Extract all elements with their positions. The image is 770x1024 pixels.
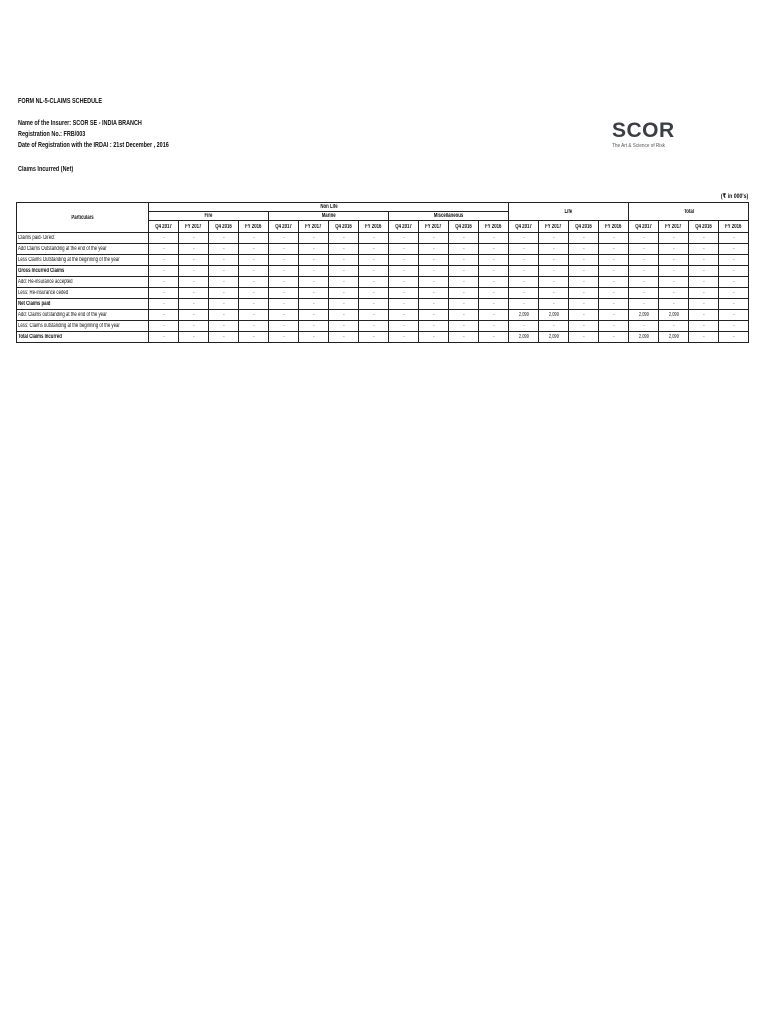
table-cell: -	[599, 299, 629, 310]
table-cell: -	[629, 321, 659, 332]
period-header-marine-3: FY 2016	[359, 221, 389, 233]
table-cell: -	[449, 255, 479, 266]
table-cell: -	[419, 277, 449, 288]
table-cell: -	[449, 233, 479, 244]
table-cell: -	[239, 299, 269, 310]
period-header-total-1: FY 2017	[659, 221, 689, 233]
table-cell: -	[299, 266, 329, 277]
table-cell: -	[149, 299, 179, 310]
table-cell: 2,099	[509, 310, 539, 321]
table-row	[17, 299, 749, 310]
group-header-fire: Fire	[149, 212, 269, 221]
table-cell: -	[149, 255, 179, 266]
table-cell: -	[419, 310, 449, 321]
table-cell: -	[689, 277, 719, 288]
table-cell: -	[239, 277, 269, 288]
table-cell: -	[389, 266, 419, 277]
table-cell: -	[239, 266, 269, 277]
table-cell: -	[209, 332, 239, 343]
table-cell: -	[569, 255, 599, 266]
table-row	[17, 288, 749, 299]
scor-logo	[612, 121, 676, 155]
period-header-marine-1: FY 2017	[299, 221, 329, 233]
table-cell: -	[539, 299, 569, 310]
table-cell: 2,099	[629, 310, 659, 321]
table-cell: 2,099	[659, 332, 689, 343]
row-label: Less Claims Outstanding at the beginning of the year	[17, 255, 149, 266]
table-cell: -	[479, 233, 509, 244]
table-cell: -	[599, 288, 629, 299]
table-cell: -	[569, 233, 599, 244]
table-cell: -	[239, 255, 269, 266]
table-cell: -	[479, 266, 509, 277]
table-cell: -	[419, 233, 449, 244]
table-cell: -	[479, 244, 509, 255]
table-cell: -	[359, 321, 389, 332]
table-cell: -	[539, 277, 569, 288]
row-label: Claims paid- Direct	[17, 233, 149, 244]
table-cell: -	[419, 332, 449, 343]
table-cell: -	[659, 255, 689, 266]
table-cell: -	[389, 332, 419, 343]
period-header-fire-1: FY 2017	[179, 221, 209, 233]
row-label: Add Claims Outstanding at the end of the year	[17, 244, 149, 255]
table-cell: -	[179, 255, 209, 266]
table-cell: -	[659, 299, 689, 310]
table-cell: -	[599, 277, 629, 288]
period-header-miscellaneous-1: FY 2017	[419, 221, 449, 233]
table-cell: -	[659, 266, 689, 277]
table-cell: -	[269, 332, 299, 343]
table-row	[17, 321, 749, 332]
table-cell: -	[359, 332, 389, 343]
table-cell: -	[269, 266, 299, 277]
table-cell: -	[329, 288, 359, 299]
table-cell: -	[419, 244, 449, 255]
table-cell: -	[569, 321, 599, 332]
table-cell: -	[509, 255, 539, 266]
period-header-fire-3: FY 2016	[239, 221, 269, 233]
table-cell: -	[209, 255, 239, 266]
table-cell: -	[209, 233, 239, 244]
table-cell: -	[239, 233, 269, 244]
table-cell: -	[239, 244, 269, 255]
claims-table	[16, 202, 749, 343]
table-cell: -	[329, 233, 359, 244]
table-cell: 2,099	[509, 332, 539, 343]
table-cell: -	[389, 255, 419, 266]
table-cell: -	[179, 266, 209, 277]
table-cell: -	[299, 255, 329, 266]
table-cell: -	[179, 310, 209, 321]
table-cell: -	[569, 244, 599, 255]
table-cell: -	[209, 299, 239, 310]
table-cell: -	[329, 310, 359, 321]
table-cell: -	[719, 277, 749, 288]
registration-date: Date of Registration with the IRDAI : 21st December , 2016	[18, 142, 169, 149]
table-cell: -	[719, 288, 749, 299]
period-header-life-1: FY 2017	[539, 221, 569, 233]
table-cell: -	[719, 266, 749, 277]
row-label: Net Claims paid	[17, 299, 149, 310]
table-cell: -	[179, 288, 209, 299]
period-header-miscellaneous-0: Q4 2017	[389, 221, 419, 233]
table-cell: -	[719, 299, 749, 310]
table-cell: -	[179, 299, 209, 310]
table-cell: -	[449, 332, 479, 343]
table-cell: -	[269, 299, 299, 310]
period-header-life-2: Q4 2016	[569, 221, 599, 233]
table-cell: -	[449, 288, 479, 299]
table-cell: -	[509, 266, 539, 277]
section-title: Claims Incurred (Net)	[18, 166, 74, 173]
period-header-fire-0: Q4 2017	[149, 221, 179, 233]
period-header-marine-2: Q4 2016	[329, 221, 359, 233]
table-cell: -	[689, 310, 719, 321]
table-cell: -	[509, 277, 539, 288]
table-cell: -	[599, 244, 629, 255]
registration-number: Registration No.: FRB/003	[18, 131, 86, 138]
table-cell: -	[599, 321, 629, 332]
table-cell: -	[539, 244, 569, 255]
table-cell: -	[479, 299, 509, 310]
table-cell: -	[689, 255, 719, 266]
table-cell: -	[149, 321, 179, 332]
table-cell: -	[389, 299, 419, 310]
table-cell: -	[599, 233, 629, 244]
table-cell: -	[359, 288, 389, 299]
table-cell: -	[659, 277, 689, 288]
table-cell: -	[299, 299, 329, 310]
table-cell: -	[539, 321, 569, 332]
table-cell: -	[209, 288, 239, 299]
table-cell: -	[629, 255, 659, 266]
table-cell: -	[719, 332, 749, 343]
period-header-total-2: Q4 2016	[689, 221, 719, 233]
table-cell: 2,099	[539, 332, 569, 343]
table-cell: -	[239, 332, 269, 343]
table-cell: -	[629, 244, 659, 255]
table-cell: -	[569, 277, 599, 288]
table-cell: -	[359, 277, 389, 288]
table-cell: -	[539, 255, 569, 266]
table-cell: -	[149, 266, 179, 277]
period-header-total-0: Q4 2017	[629, 221, 659, 233]
table-cell: -	[569, 299, 599, 310]
table-row	[17, 233, 749, 244]
table-cell: -	[149, 244, 179, 255]
form-header	[18, 96, 169, 151]
table-row	[17, 277, 749, 288]
period-header-life-3: FY 2016	[599, 221, 629, 233]
table-cell: -	[569, 266, 599, 277]
table-cell: -	[179, 244, 209, 255]
table-cell: -	[269, 277, 299, 288]
table-cell: -	[419, 321, 449, 332]
table-cell: -	[419, 288, 449, 299]
table-cell: -	[479, 321, 509, 332]
table-cell: -	[179, 277, 209, 288]
table-cell: -	[599, 310, 629, 321]
table-cell: -	[209, 277, 239, 288]
table-cell: -	[719, 321, 749, 332]
table-cell: -	[149, 277, 179, 288]
row-label: Total Claims Incurred	[17, 332, 149, 343]
table-cell: -	[329, 255, 359, 266]
period-header-fire-2: Q4 2016	[209, 221, 239, 233]
row-label: Less: Re-insurance ceded	[17, 288, 149, 299]
table-cell: -	[689, 299, 719, 310]
table-cell: 2,099	[539, 310, 569, 321]
table-cell: -	[659, 233, 689, 244]
table-cell: -	[419, 299, 449, 310]
period-header-marine-0: Q4 2017	[269, 221, 299, 233]
table-cell: -	[569, 288, 599, 299]
table-cell: -	[509, 244, 539, 255]
table-cell: -	[689, 233, 719, 244]
table-cell: -	[359, 299, 389, 310]
group-header-marine: Marine	[269, 212, 389, 221]
table-cell: -	[419, 266, 449, 277]
table-cell: -	[389, 233, 419, 244]
table-cell: -	[449, 244, 479, 255]
table-row	[17, 266, 749, 277]
insurer-name: Name of the Insurer: SCOR SE - INDIA BRANCH	[18, 120, 142, 127]
table-row	[17, 244, 749, 255]
table-cell: -	[149, 233, 179, 244]
table-cell: -	[299, 277, 329, 288]
period-header-miscellaneous-2: Q4 2016	[449, 221, 479, 233]
non-life-header: Non Life	[149, 203, 509, 212]
table-cell: -	[449, 321, 479, 332]
unit-note: (₹ in 000's)	[720, 193, 748, 200]
row-label: Less: Claims outstanding at the beginning of the year	[17, 321, 149, 332]
table-cell: -	[479, 288, 509, 299]
table-cell: -	[419, 255, 449, 266]
table-cell: -	[329, 277, 359, 288]
table-cell: -	[629, 299, 659, 310]
table-cell: -	[269, 255, 299, 266]
table-cell: -	[569, 332, 599, 343]
table-cell: -	[719, 244, 749, 255]
table-cell: -	[629, 233, 659, 244]
table-cell: -	[659, 288, 689, 299]
table-cell: -	[659, 244, 689, 255]
table-cell: -	[269, 244, 299, 255]
table-cell: -	[359, 233, 389, 244]
table-cell: -	[209, 244, 239, 255]
table-cell: -	[209, 266, 239, 277]
table-cell: -	[389, 244, 419, 255]
table-cell: -	[629, 288, 659, 299]
group-header-miscellaneous: Miscellaneous	[389, 212, 509, 221]
period-header-life-0: Q4 2017	[509, 221, 539, 233]
table-cell: -	[509, 299, 539, 310]
table-cell: -	[389, 277, 419, 288]
table-cell: -	[389, 288, 419, 299]
group-header-total: Total	[629, 203, 749, 221]
table-cell: -	[689, 288, 719, 299]
table-cell: -	[299, 332, 329, 343]
table-cell: -	[359, 244, 389, 255]
table-cell: -	[509, 321, 539, 332]
table-cell: -	[539, 233, 569, 244]
table-cell: -	[359, 310, 389, 321]
table-cell: -	[509, 288, 539, 299]
table-cell: -	[449, 266, 479, 277]
table-cell: -	[479, 277, 509, 288]
table-cell: -	[329, 266, 359, 277]
table-cell: -	[269, 233, 299, 244]
table-cell: -	[269, 288, 299, 299]
table-cell: -	[719, 255, 749, 266]
table-cell: -	[449, 299, 479, 310]
table-cell: -	[689, 266, 719, 277]
table-cell: -	[719, 310, 749, 321]
table-cell: -	[359, 266, 389, 277]
table-cell: -	[569, 310, 599, 321]
table-cell: -	[239, 310, 269, 321]
table-row	[17, 332, 749, 343]
group-header-life: Life	[509, 203, 629, 221]
table-cell: -	[389, 321, 419, 332]
row-label: Gross Incurred Claims	[17, 266, 149, 277]
table-cell: -	[599, 332, 629, 343]
table-cell: -	[329, 321, 359, 332]
table-cell: -	[479, 332, 509, 343]
table-cell: -	[329, 244, 359, 255]
table-cell: 2,099	[659, 310, 689, 321]
table-row	[17, 255, 749, 266]
table-cell: -	[149, 310, 179, 321]
particulars-header: Particulars	[17, 203, 149, 233]
table-cell: -	[389, 310, 419, 321]
period-header-total-3: FY 2016	[719, 221, 749, 233]
form-title: FORM NL-5-CLAIMS SCHEDULE	[18, 98, 103, 105]
table-cell: -	[209, 321, 239, 332]
period-header-miscellaneous-3: FY 2016	[479, 221, 509, 233]
table-cell: -	[659, 321, 689, 332]
table-cell: -	[239, 321, 269, 332]
table-cell: -	[299, 321, 329, 332]
table-cell: -	[329, 299, 359, 310]
table-cell: -	[299, 310, 329, 321]
table-cell: -	[269, 310, 299, 321]
table-cell: -	[689, 321, 719, 332]
row-label: Add: Re-insurance accepted	[17, 277, 149, 288]
table-cell: -	[509, 233, 539, 244]
table-cell: -	[689, 244, 719, 255]
table-cell: -	[299, 288, 329, 299]
table-cell: -	[539, 266, 569, 277]
table-cell: -	[629, 277, 659, 288]
table-cell: -	[599, 266, 629, 277]
logo-tagline: The Art & Science of Risk	[612, 143, 666, 149]
logo-wordmark: SCOR	[612, 119, 675, 142]
table-row	[17, 310, 749, 321]
table-cell: -	[599, 255, 629, 266]
table-cell: -	[179, 233, 209, 244]
table-cell: -	[689, 332, 719, 343]
table-cell: 2,099	[629, 332, 659, 343]
table-cell: -	[269, 321, 299, 332]
table-cell: -	[179, 321, 209, 332]
table-cell: -	[299, 244, 329, 255]
table-cell: -	[329, 332, 359, 343]
table-cell: -	[359, 255, 389, 266]
table-cell: -	[479, 255, 509, 266]
row-label: Add: Claims outstanding at the end of the year	[17, 310, 149, 321]
table-cell: -	[149, 288, 179, 299]
table-cell: -	[539, 288, 569, 299]
table-cell: -	[299, 233, 329, 244]
table-cell: -	[449, 277, 479, 288]
table-cell: -	[479, 310, 509, 321]
table-cell: -	[629, 266, 659, 277]
table-cell: -	[719, 233, 749, 244]
table-cell: -	[239, 288, 269, 299]
table-cell: -	[179, 332, 209, 343]
table-cell: -	[449, 310, 479, 321]
table-cell: -	[209, 310, 239, 321]
table-cell: -	[149, 332, 179, 343]
